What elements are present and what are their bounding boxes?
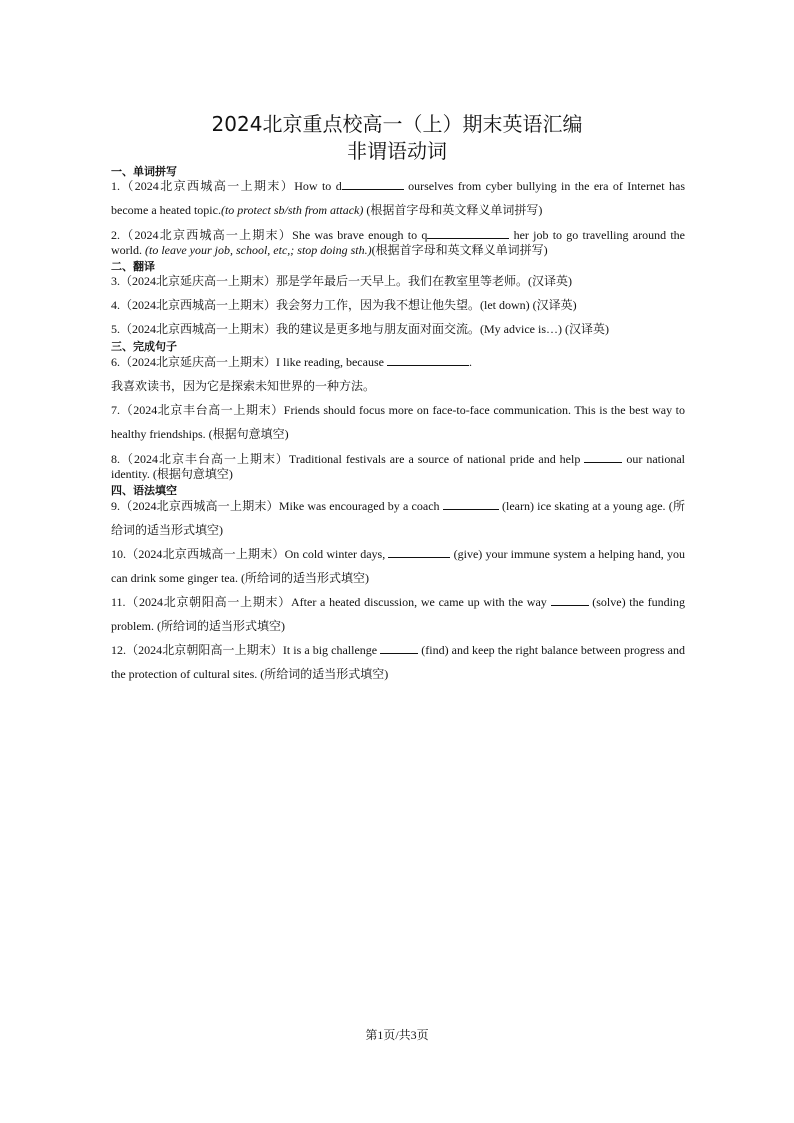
question-6-rest: . <box>468 355 472 369</box>
question-2-stem: 2.（2024北京西城高一上期末）She was brave enough to q <box>111 228 428 242</box>
question-12 <box>111 638 685 686</box>
answer-blank[interactable] <box>388 545 450 558</box>
question-12-stem: 12.（2024北京朝阳高一上期末）It is a big challenge <box>111 643 381 657</box>
question-5: 5.（2024北京西城高一上期末）我的建议是更多地与朋友面对面交流。(My advice is…) (汉译英) <box>111 322 609 336</box>
question-10 <box>111 542 685 590</box>
question-1 <box>111 174 685 222</box>
question-2 <box>111 226 685 258</box>
answer-blank[interactable] <box>387 353 469 366</box>
answer-blank[interactable] <box>584 450 622 463</box>
section-heading-sentence-completion: 三、完成句子 <box>111 340 177 353</box>
question-7: 7.（2024北京丰台高一上期末）Friends should focus more on face-to-face communication. This is the best way to healthy friendships. (根据句意填空) <box>111 403 685 441</box>
question-1-stem: 1.（2024北京西城高一上期末）How to d <box>111 179 342 193</box>
question-12-rest: (find) and keep the right balance between progress and the protection of cultural sites. (所给词的适当形式填空) <box>111 643 685 681</box>
page-footer: 第1页/共3页 <box>365 1028 429 1042</box>
answer-blank[interactable] <box>443 497 499 510</box>
answer-blank[interactable] <box>551 593 589 606</box>
question-1-rest: ourselves from cyber bullying in the era of Internet has become a heated topic. <box>111 179 685 217</box>
question-11 <box>111 590 685 638</box>
question-2-hint: (to leave your job, school, etc,; stop doing sth.) <box>145 243 372 257</box>
question-9-stem: 9.（2024北京西城高一上期末）Mike was encouraged by a coach <box>111 499 443 513</box>
question-4: 4.（2024北京西城高一上期末）我会努力工作，因为我不想让他失望。(let down) (汉译英) <box>111 298 577 312</box>
question-11-stem: 11.（2024北京朝阳高一上期末）After a heated discussion, we came up with the way <box>111 595 551 609</box>
question-10-stem: 10.（2024北京西城高一上期末）On cold winter days, <box>111 547 389 561</box>
question-1-note: (根据首字母和英文释义单词拼写) <box>363 203 543 217</box>
answer-blank[interactable] <box>342 177 404 190</box>
question-8 <box>111 450 685 482</box>
section-heading-spelling: 一、单词拼写 <box>111 165 177 178</box>
question-9-rest: (learn) ice skating at a young age. (所给词的适当形式填空) <box>111 499 685 537</box>
page-subtitle: 非谓语动词 <box>347 139 447 163</box>
question-8-rest: our national identity. (根据句意填空) <box>111 452 685 481</box>
question-6-stem: 6.（2024北京延庆高一上期末）I like reading, because <box>111 355 387 369</box>
section-heading-grammar-fill: 四、语法填空 <box>111 484 177 497</box>
answer-blank[interactable] <box>427 226 509 239</box>
question-9 <box>111 494 685 542</box>
question-2-note: (根据首字母和英文释义单词拼写) <box>371 243 548 257</box>
answer-blank[interactable] <box>380 641 418 654</box>
question-3: 3.（2024北京延庆高一上期末）那是学年最后一天早上。我们在教室里等老师。(汉译英) <box>111 274 572 288</box>
question-11-rest: (solve) the funding problem. (所给词的适当形式填空) <box>111 595 686 633</box>
section-heading-translation: 二、翻译 <box>111 260 155 273</box>
question-6 <box>111 350 685 374</box>
question-10-rest: (give) your immune system a helping hand, you can drink some ginger tea. (所给词的适当形式填空) <box>111 547 685 585</box>
question-8-stem: 8.（2024北京丰台高一上期末）Traditional festivals are a source of national pride and help <box>111 452 585 466</box>
question-1-hint: (to protect sb/sth from attack) <box>220 203 364 217</box>
question-2-rest: her job to go travelling around the world. <box>111 228 685 257</box>
question-6-translation: 我喜欢读书，因为它是探索未知世界的一种方法。 <box>111 379 376 393</box>
page-title: 2024北京重点校高一（上）期末英语汇编 <box>211 112 583 136</box>
